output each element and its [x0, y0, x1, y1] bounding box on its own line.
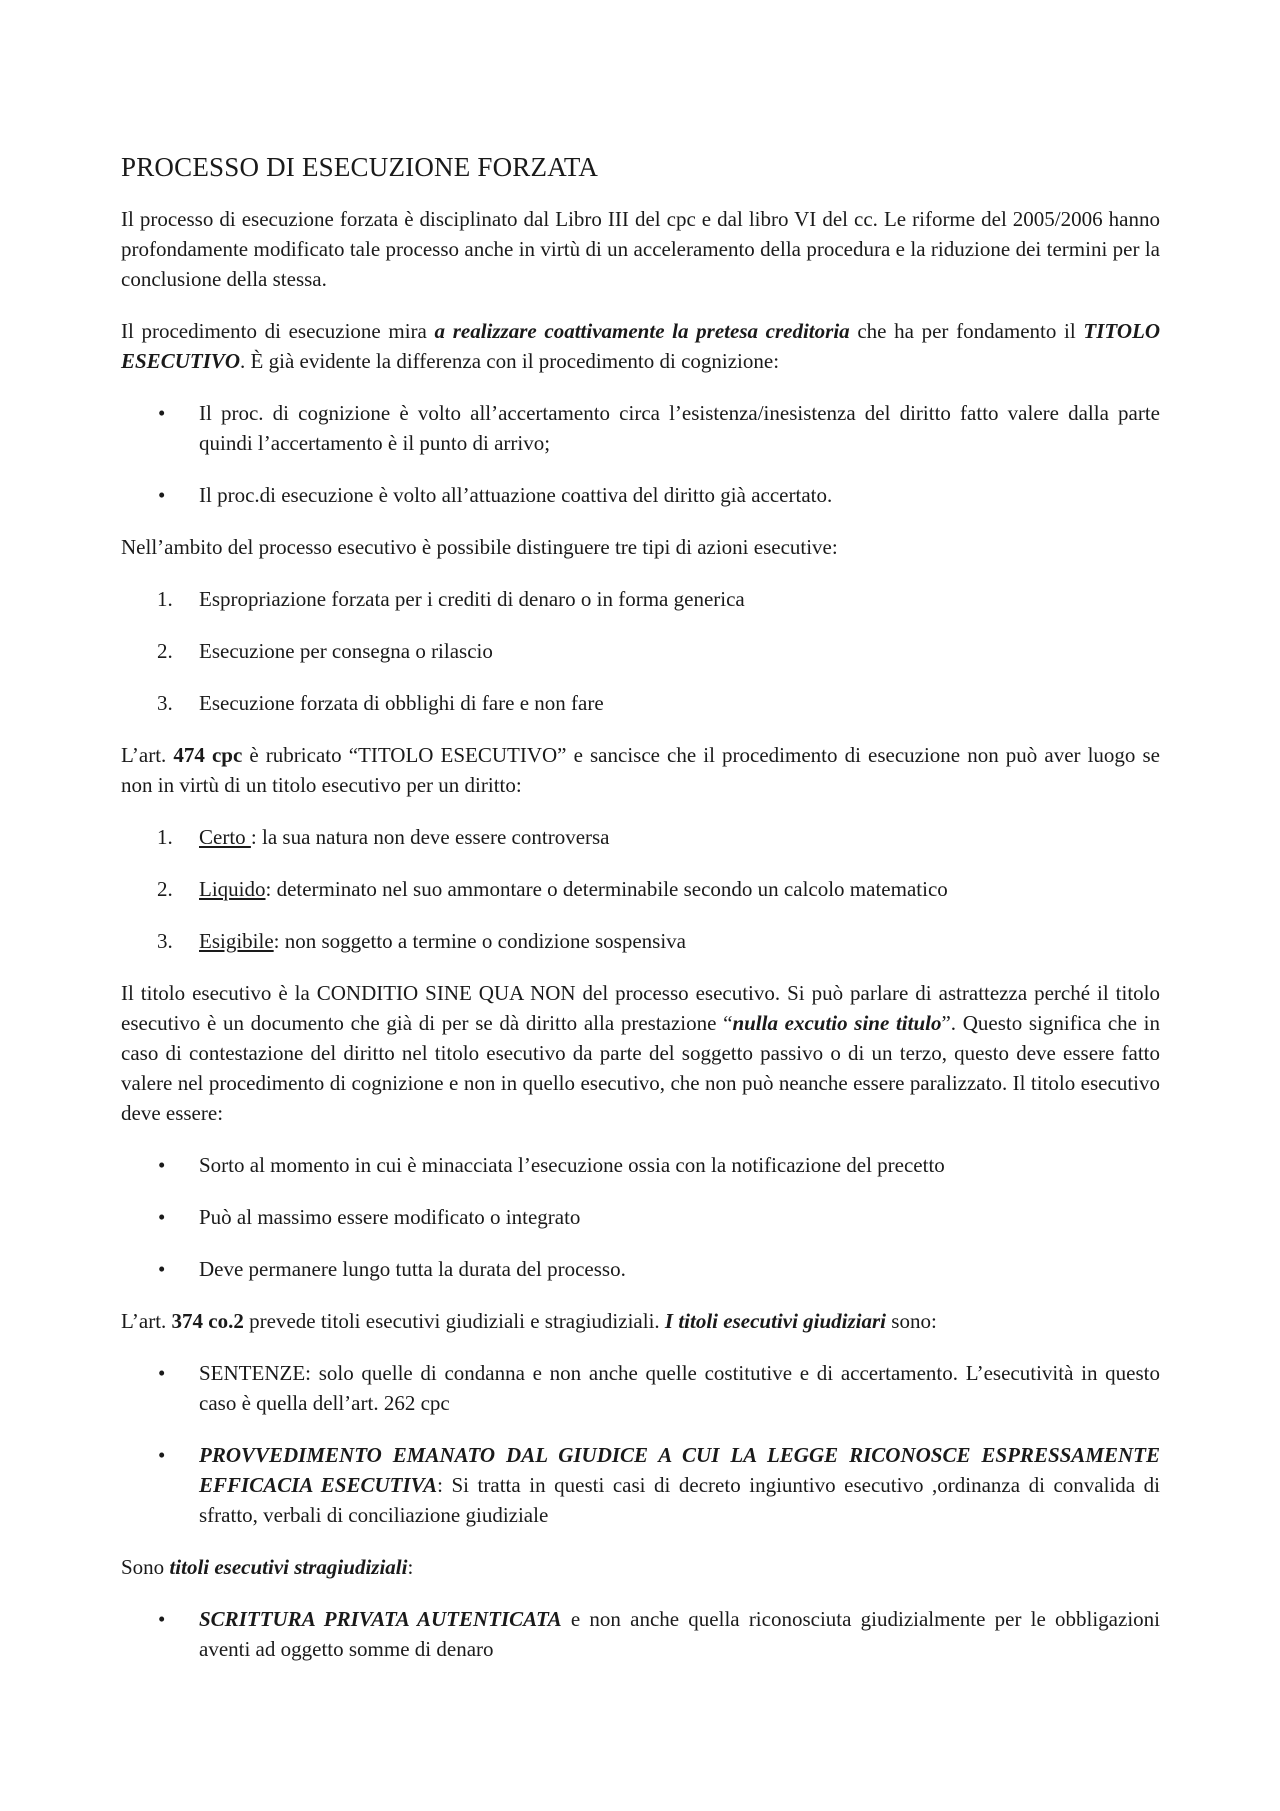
bullet-marker: • — [158, 1361, 166, 1385]
bullet-marker: • — [158, 401, 166, 425]
list-item: • Sorto al momento in cui è minacciata l’esecuzione ossia con la notificazione del precetto — [121, 1150, 1160, 1180]
paragraph-azioni: Nell’ambito del processo esecutivo è possibile distinguere tre tipi di azioni esecutive: — [121, 535, 838, 559]
paragraph-conditio: Il titolo esecutivo è la CONDITIO SINE QUA NON del processo esecutivo. Si può parlare di astrattezza perché il titolo esecutivo è un documento che già di per se dà diritto alla prestazione “nulla excutio sine titulo”. Questo significa che in caso di contestazione del diritto nel titolo esecutivo da parte del soggetto passivo o di un terzo, questo deve essere fatto valere nel procedimento di cognizione e non in quello esecutivo, che non può neanche essere paralizzato. Il titolo esecutivo deve essere: — [121, 981, 1160, 1125]
bullet-marker: • — [158, 1153, 166, 1177]
paragraph-art-474: L’art. 474 cpc è rubricato “TITOLO ESECUTIVO” e sancisce che il procedimento di esecuzione non può aver luogo se non in virtù di un titolo esecutivo per un diritto: — [121, 743, 1161, 797]
list-item: • PROVVEDIMENTO EMANATO DAL GIUDICE A CUI LA LEGGE RICONOSCE ESPRESSAMENTE EFFICACIA ESECUTIVA: Si tratta in questi casi di decreto ingiuntivo esecutivo ,ordinanza di convalida di sfratto, verbali di conciliazione giudiziale — [121, 1440, 1160, 1530]
paragraph-art-374: L’art. 374 co.2 prevede titoli esecutivi giudiziali e stragiudiziali. I titoli esecutivi giudiziari sono: — [121, 1309, 937, 1333]
number-marker: 3. — [157, 691, 173, 715]
list-item: • Il proc. di cognizione è volto all’accertamento circa l’esistenza/inesistenza del diritto fatto valere dalla parte quindi l’accertamento è il punto di arrivo; — [121, 398, 1160, 458]
list-cognizione-esecuzione — [121, 398, 1160, 510]
list-azioni-esecutive — [121, 584, 1160, 718]
list-titoli-stragiudiziali — [121, 1604, 1160, 1664]
number-marker: 1. — [157, 587, 173, 611]
list-item: • Il proc.di esecuzione è volto all’attuazione coattiva del diritto già accertato. — [121, 480, 1160, 510]
list-item: 1. Certo : la sua natura non deve essere controversa — [121, 822, 1160, 852]
list-item: 3. Esecuzione forzata di obblighi di fare e non fare — [121, 688, 1160, 718]
paragraph-purpose: Il procedimento di esecuzione mira a realizzare coattivamente la pretesa creditoria che ha per fondamento il TITOLO ESECUTIVO. È già evidente la differenza con il procedimento di cognizione: — [121, 319, 1161, 373]
list-item: • Può al massimo essere modificato o integrato — [121, 1202, 1160, 1232]
bullet-marker: • — [158, 1257, 166, 1281]
bullet-marker: • — [158, 483, 166, 507]
paragraph-stragiudiziali: Sono titoli esecutivi stragiudiziali: — [121, 1555, 414, 1579]
document-page — [121, 150, 1160, 1686]
list-requisiti-diritto — [121, 822, 1160, 956]
list-item: 1. Espropriazione forzata per i crediti di denaro o in forma generica — [121, 584, 1160, 614]
number-marker: 3. — [157, 929, 173, 953]
list-item: • SENTENZE: solo quelle di condanna e non anche quelle costitutive e di accertamento. L’esecutività in questo caso è quella dell’art. 262 cpc — [121, 1358, 1160, 1418]
list-item: • Deve permanere lungo tutta la durata del processo. — [121, 1254, 1160, 1284]
list-item: 2. Esecuzione per consegna o rilascio — [121, 636, 1160, 666]
list-item: • SCRITTURA PRIVATA AUTENTICATA e non anche quella riconosciuta giudizialmente per le obbligazioni aventi ad oggetto somme di denaro — [121, 1604, 1160, 1664]
number-marker: 1. — [157, 825, 173, 849]
list-item: 2. Liquido: determinato nel suo ammontare o determinabile secondo un calcolo matematico — [121, 874, 1160, 904]
list-item: 3. Esigibile: non soggetto a termine o condizione sospensiva — [121, 926, 1160, 956]
list-caratteri-titolo — [121, 1150, 1160, 1284]
bullet-marker: • — [158, 1205, 166, 1229]
number-marker: 2. — [157, 639, 173, 663]
bullet-marker: • — [158, 1607, 166, 1631]
bullet-marker: • — [158, 1443, 166, 1467]
list-titoli-giudiziari — [121, 1358, 1160, 1530]
document-title: PROCESSO DI ESECUZIONE FORZATA — [121, 152, 599, 182]
number-marker: 2. — [157, 877, 173, 901]
paragraph-intro: Il processo di esecuzione forzata è disciplinato dal Libro III del cpc e dal libro VI del cc. Le riforme del 2005/2006 hanno profondamente modificato tale processo anche in virtù di un acceleramento della procedura e la riduzione dei termini per la conclusione della stessa. — [121, 207, 1160, 291]
